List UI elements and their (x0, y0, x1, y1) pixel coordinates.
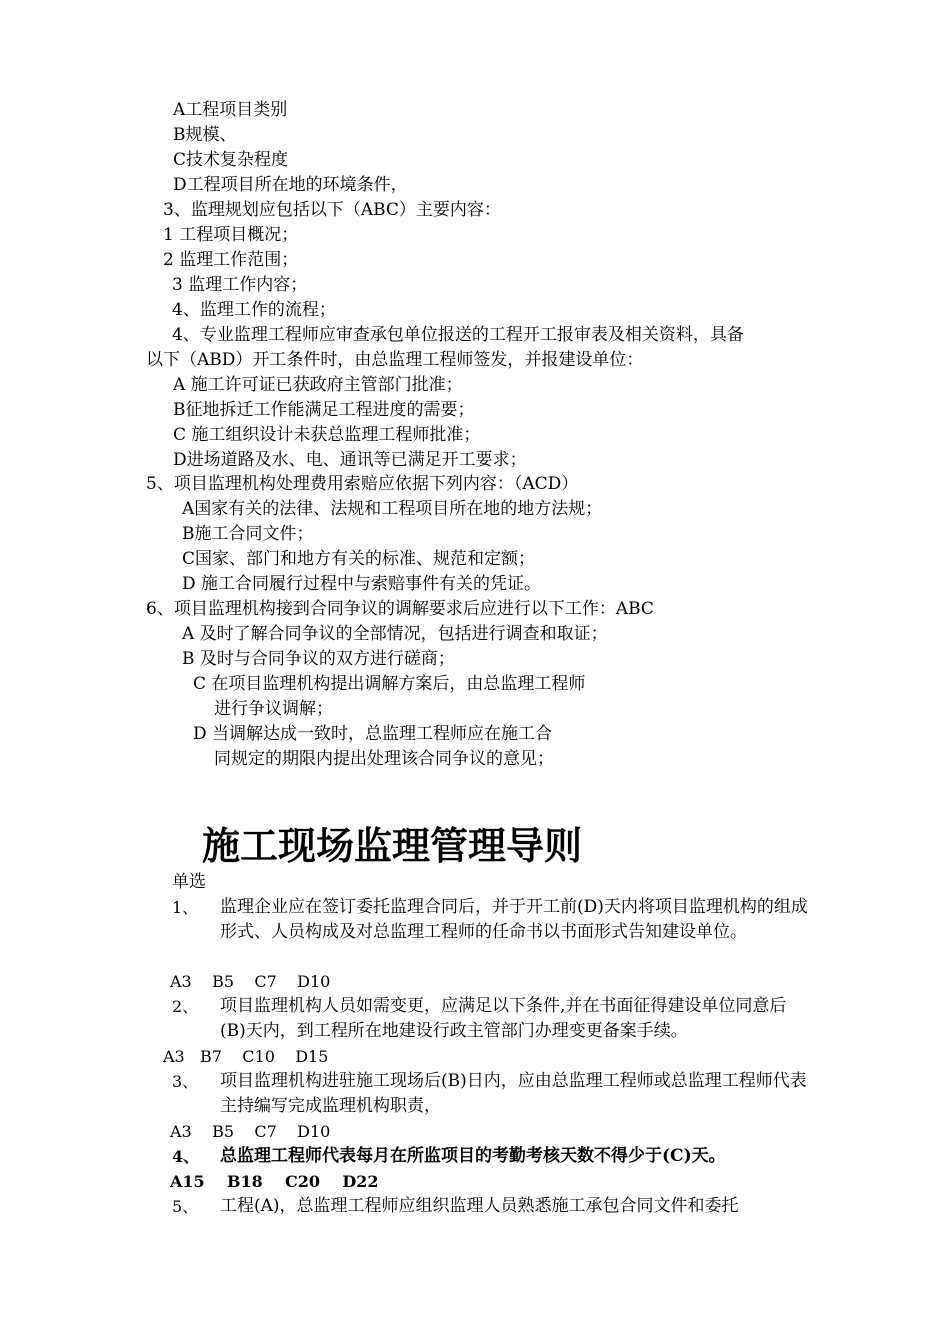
question-text: 工程(A)，总监理工程师应组织监理人员熟悉施工承包合同文件和委托 (220, 1196, 739, 1216)
question-options: A3 B5 C7 D10 (170, 1122, 331, 1141)
option-line: D 施工合同履行过程中与索赔事件有关的凭证。 (182, 574, 542, 594)
question-number: 2、 (172, 997, 199, 1016)
option-line: D 当调解达成一致时，总监理工程师应在施工合 (193, 724, 553, 744)
option-line: C技术复杂程度 (173, 150, 289, 170)
question-text: 监理企业应在签订委托监理合同后，并于开工前(D)天内将项目监理机构的组成形式、人员构成及对总监理工程师的任命书以书面形式告知建设单位。 (220, 897, 808, 942)
question-line: 以下（ABD）开工条件时，由总监理工程师签发，并报建设单位： (146, 350, 644, 370)
question-text: 项目监理机构人员如需变更，应满足以下条件,并在书面征得建设单位同意后(B)天内，到工程所在地建设行政主管部门办理变更备案手续。 (220, 996, 787, 1041)
question-line: 6、项目监理机构接到合同争议的调解要求后应进行以下工作：ABC (146, 599, 654, 619)
question-number: 3、 (172, 1072, 199, 1091)
option-line: D进场道路及水、电、通讯等已满足开工要求； (173, 450, 527, 470)
question-options: A3 B5 C7 D10 (170, 972, 331, 991)
list-line: 3 监理工作内容； (172, 275, 308, 295)
list-line: 2 监理工作范围； (163, 250, 299, 270)
option-line: C 在项目监理机构提出调解方案后，由总监理工程师 (193, 674, 586, 694)
question-number: 4、 (172, 1147, 200, 1166)
option-line: A国家有关的法律、法规和工程项目所在地的地方法规； (182, 499, 603, 519)
option-line: A 及时了解合同争议的全部情况，包括进行调查和取证； (182, 624, 608, 644)
question-options: A3 B7 C10 D15 (163, 1047, 329, 1066)
list-line: 1 工程项目概况； (163, 225, 299, 245)
option-line-continued: 同规定的期限内提出处理该合同争议的意见； (214, 749, 554, 769)
option-line: B 及时与合同争议的双方进行磋商； (182, 649, 455, 669)
option-line: C 施工组织设计未获总监理工程师批准； (173, 425, 481, 445)
question-number: 5、 (172, 1197, 199, 1216)
question-text: 总监理工程师代表每月在所监项目的考勤考核天数不得少于(C)天。 (220, 1146, 726, 1166)
section-label: 单选 (172, 872, 206, 892)
question-number: 1、 (172, 898, 199, 917)
question-line: 4、专业监理工程师应审查承包单位报送的工程开工报审表及相关资料，具备 (172, 325, 744, 345)
question-line: 3、监理规划应包括以下（ABC）主要内容： (163, 200, 501, 220)
option-line: A 施工许可证已获政府主管部门批准； (173, 375, 463, 395)
question-line: 5、项目监理机构处理费用索赔应依据下列内容：（ACD） (146, 474, 579, 494)
option-line: B规模、 (173, 125, 237, 145)
option-line: B施工合同文件； (182, 524, 314, 544)
option-line: C国家、部门和地方有关的标准、规范和定额； (182, 549, 536, 569)
option-line: B征地拆迁工作能满足工程进度的需要； (173, 400, 475, 420)
question-options: A15 B18 C20 D22 (170, 1172, 379, 1191)
option-line: D工程项目所在地的环境条件， (173, 175, 408, 195)
option-line-continued: 进行争议调解； (214, 699, 333, 719)
option-line: A工程项目类别 (173, 100, 288, 120)
list-line: 4、监理工作的流程； (172, 300, 336, 320)
question-text: 项目监理机构进驻施工现场后(B)日内，应由总监理工程师或总监理工程师代表主持编写完成监理机构职责， (220, 1071, 807, 1116)
section-heading: 施工现场监理管理导则 (202, 824, 583, 868)
